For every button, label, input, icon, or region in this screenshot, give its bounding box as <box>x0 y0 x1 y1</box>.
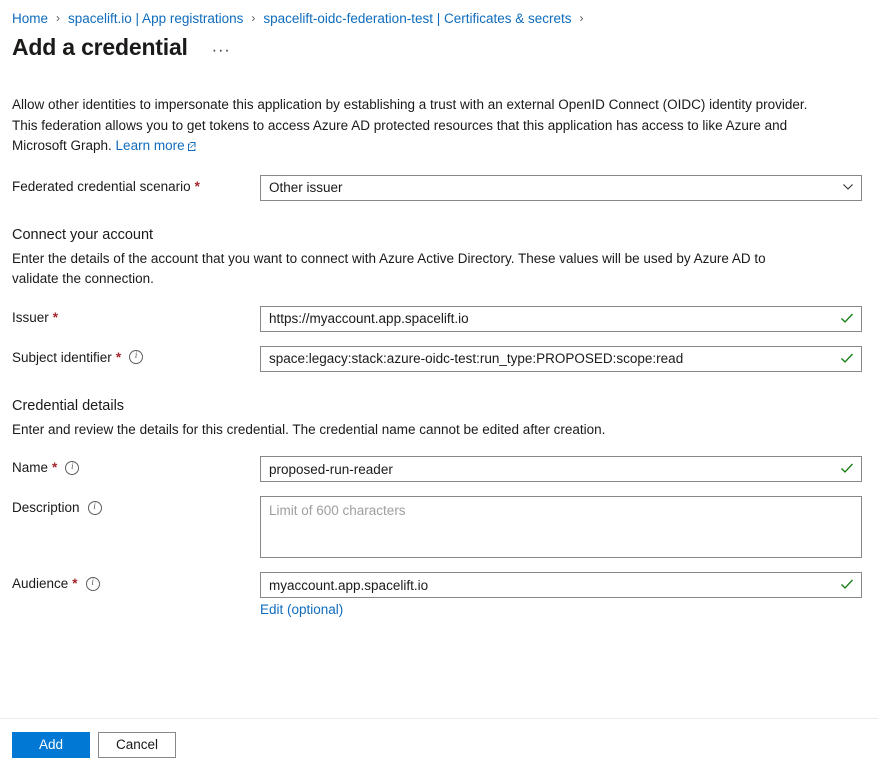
scenario-label-text: Federated credential scenario <box>12 178 191 194</box>
required-asterisk: * <box>52 309 59 325</box>
required-asterisk: * <box>115 349 122 365</box>
intro-paragraph: Allow other identities to impersonate this application by establishing a trust with an external OpenID Connect (OIDC) identity provider. This federation allows you to get tokens to access Azure AD protected resources that this application has access to like Azure and Microsoft Graph. <box>12 97 808 153</box>
subject-identifier-input[interactable] <box>260 346 862 372</box>
audience-input[interactable] <box>260 572 862 598</box>
issuer-input[interactable] <box>260 306 862 332</box>
field-description <box>12 496 862 558</box>
name-value: proposed-run-reader <box>269 461 393 477</box>
info-icon[interactable]: i <box>65 461 79 475</box>
audience-label <box>12 572 260 591</box>
description-label <box>12 496 260 515</box>
learn-more-link[interactable]: Learn more <box>115 138 185 153</box>
name-input[interactable] <box>260 456 862 482</box>
scenario-control <box>260 175 862 201</box>
subject-identifier-control <box>260 346 862 372</box>
external-link-icon <box>187 137 197 147</box>
field-issuer <box>12 306 862 332</box>
add-button[interactable]: Add <box>12 732 90 758</box>
required-asterisk: * <box>72 576 78 591</box>
scenario-label <box>12 175 260 194</box>
breadcrumb-item-home[interactable]: Home <box>12 10 49 26</box>
cancel-button[interactable]: Cancel <box>98 732 176 758</box>
field-subject-identifier <box>12 346 862 372</box>
description-control <box>260 496 862 558</box>
breadcrumb-separator-icon: › <box>56 11 61 25</box>
page-title: Add a credential <box>12 34 188 60</box>
name-label-text: Name <box>12 460 49 475</box>
required-asterisk: * <box>194 178 200 194</box>
issuer-control <box>260 306 862 332</box>
footer-actions <box>0 718 878 770</box>
field-federated-credential-scenario <box>12 175 862 201</box>
name-label <box>12 456 260 475</box>
required-asterisk: * <box>52 460 58 475</box>
connect-account-description: Enter the details of the account that you want to connect with Azure Active Directory. These values will be used by Azure AD to validate the connection. <box>12 250 766 286</box>
name-control <box>260 456 862 482</box>
title-row <box>0 28 878 61</box>
field-name <box>12 456 862 482</box>
description-label-text: Description <box>12 500 80 515</box>
subject-identifier-label-text: Subject identifier <box>12 349 112 365</box>
breadcrumb-separator-icon: › <box>251 11 256 25</box>
audience-control <box>260 572 862 617</box>
subject-identifier-label <box>12 346 260 365</box>
description-input[interactable]: Limit of 600 characters <box>260 496 862 558</box>
issuer-label <box>12 306 260 325</box>
info-icon[interactable]: i <box>129 350 143 364</box>
field-audience <box>12 572 862 617</box>
issuer-value: https://myaccount.app.spacelift.io <box>269 311 469 326</box>
audience-edit-link[interactable]: Edit (optional) <box>260 602 344 617</box>
info-icon[interactable]: i <box>88 501 102 515</box>
breadcrumb <box>0 0 878 28</box>
subject-identifier-value: space:legacy:stack:azure-oidc-test:run_type:PROPOSED:scope:read <box>269 351 684 366</box>
breadcrumb-item-app-registrations[interactable]: spacelift.io | App registrations <box>68 10 244 26</box>
connect-account-heading: Connect your account <box>12 226 154 243</box>
info-icon[interactable]: i <box>86 577 100 591</box>
credential-details-description: Enter and review the details for this credential. The credential name cannot be edited after creation. <box>12 421 606 437</box>
issuer-label-text: Issuer <box>12 309 49 325</box>
scenario-select[interactable] <box>260 175 862 201</box>
credential-details-heading: Credential details <box>12 397 125 414</box>
form-content <box>0 61 878 617</box>
intro-text <box>12 95 812 157</box>
breadcrumb-separator-icon: › <box>579 11 584 25</box>
scenario-selected-value: Other issuer <box>269 180 343 195</box>
more-options-icon[interactable]: ··· <box>211 41 231 59</box>
audience-label-text: Audience <box>12 576 69 591</box>
breadcrumb-item-certificates-secrets[interactable]: spacelift-oidc-federation-test | Certificates & secrets <box>263 10 572 26</box>
audience-value: myaccount.app.spacelift.io <box>269 577 429 593</box>
